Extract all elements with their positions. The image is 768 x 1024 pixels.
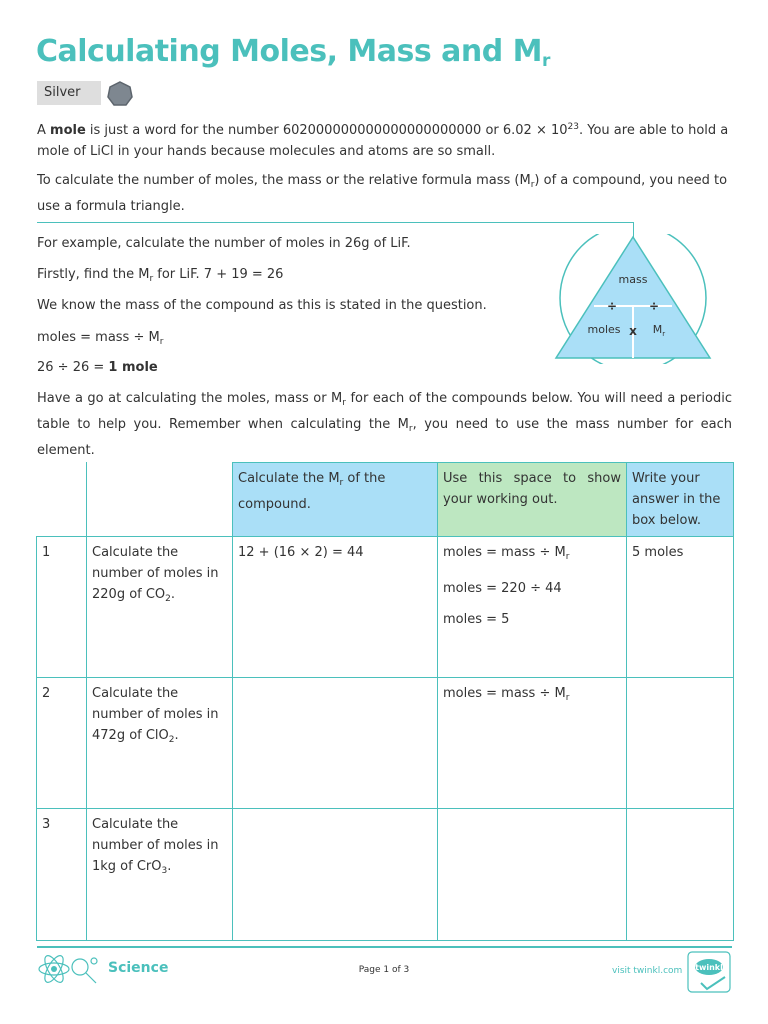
table-row (37, 809, 734, 941)
triangle-mass-label: mass (618, 273, 648, 286)
example-line-3: We know the mass of the compound as this is stated in the question. (37, 298, 487, 313)
mr-cell[interactable]: 12 + (16 × 2) = 44 (233, 537, 438, 678)
working-cell[interactable] (438, 809, 627, 941)
header-working: Use this space to show your working out. (438, 463, 627, 537)
working-line: moles = 5 (443, 612, 510, 627)
row-question: Calculate the number of moles in 220g of $CO_2$. (87, 537, 233, 678)
worksheet-table (36, 462, 734, 941)
triangle-divide-right: ÷ (648, 299, 660, 313)
intro-paragraph-1: A mole is just a word for the number 602000000000000000000000 or $6.02 \times 10^{23}$. You are able to hold a mole of LiCl in your hands because molecules and atoms are so small. (37, 122, 729, 159)
mr-cell[interactable] (233, 809, 438, 941)
example-divider (37, 222, 634, 223)
example-line-4: moles = mass ÷ $M_r$ (37, 330, 164, 347)
example-line-5: 26 ÷ 26 = 1 mole (37, 360, 158, 375)
row-number: 1 (37, 537, 87, 678)
intro-paragraph-2: To calculate the number of moles, the mass or the relative formula mass $(M_r)$ of a compound, you need to use a formula triangle. (37, 173, 728, 214)
row-number: 2 (37, 678, 87, 809)
page-title: Calculating Moles, Mass and $M_r$ (36, 34, 550, 71)
row-number: 3 (37, 809, 87, 941)
footer-page-number: Page 1 of 3 (358, 965, 410, 975)
header-answer: Write your answer in the box below. (627, 463, 734, 537)
example-line-2: Firstly, find the $M_r$ for LiF. 7 + 19 = 26 (37, 267, 284, 284)
answer-cell[interactable] (627, 678, 734, 809)
header-calc-mr: Calculate the $M_r$ of the compound. (233, 463, 438, 537)
table-row (37, 537, 734, 678)
footer-divider (37, 946, 732, 948)
level-badge: Silver (37, 81, 101, 105)
table-header-row (37, 463, 734, 537)
answer-cell[interactable] (627, 809, 734, 941)
working-line: moles = 220 ÷ 44 (443, 581, 562, 596)
header-blank-cell (87, 463, 233, 537)
working-cell[interactable] (438, 678, 627, 809)
table-row (37, 678, 734, 809)
working-line: moles = mass ÷ $M_r$ (443, 545, 570, 562)
twinkl-logo (687, 951, 733, 995)
triangle-times-symbol: x (629, 324, 637, 338)
answer-cell[interactable]: 5 moles (627, 537, 734, 678)
header-blank-cell (37, 463, 87, 537)
instructions-paragraph: Have a go at calculating the moles, mass or $M_r$ for each of the compounds below. You will need a periodic table to help you. Remember when calculating the $M_r$, you need to use the mass number for each element. (37, 391, 732, 458)
row-question: Calculate the number of moles in 1kg of CrO$_3$. (87, 809, 233, 941)
silver-medal-icon (107, 81, 133, 107)
footer-visit-link[interactable]: visit twinkl.com (612, 966, 683, 976)
working-line: moles = mass ÷ $M_r$ (443, 686, 570, 703)
triangle-divide-left: ÷ (606, 299, 618, 313)
formula-triangle (553, 234, 713, 364)
row-question: Calculate the number of moles in 472g of ClO$_2$. (87, 678, 233, 809)
triangle-moles-label: moles (587, 323, 621, 336)
mr-cell[interactable] (233, 678, 438, 809)
twinkl-logo-text: twinkl (695, 963, 723, 972)
working-cell[interactable] (438, 537, 627, 678)
triangle-mr-label: $M_r$ (652, 323, 666, 338)
footer-subject: Science (108, 960, 169, 976)
example-line-1: For example, calculate the number of moles in 26g of LiF. (37, 236, 411, 251)
